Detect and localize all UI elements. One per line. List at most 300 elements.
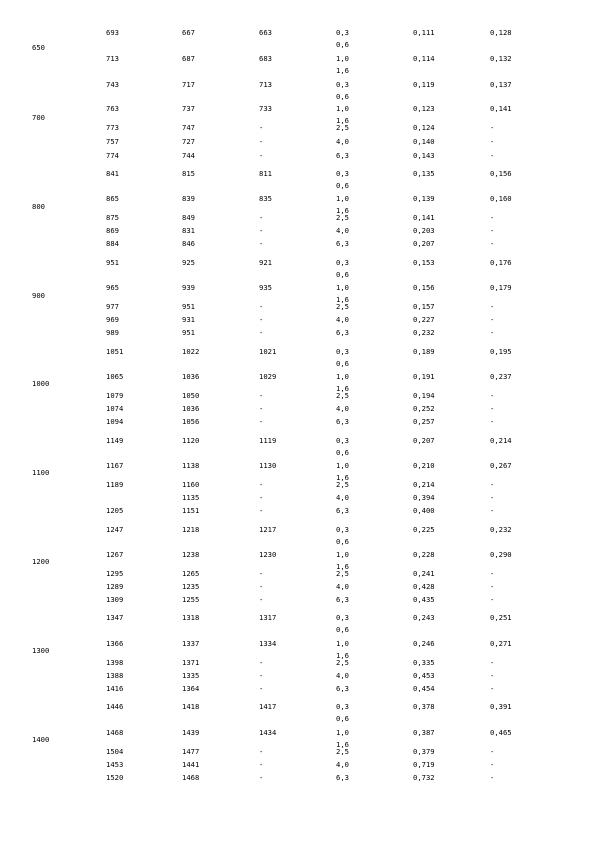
col-f: 0,128 [490, 28, 512, 37]
col-f: - [490, 391, 495, 400]
col-a: 1520 [106, 773, 124, 782]
col-a: 1167 [106, 461, 124, 470]
col-b: 1138 [182, 461, 200, 470]
col-b: 1364 [182, 684, 200, 693]
col-a: 773 [106, 123, 119, 132]
table-row [0, 570, 595, 583]
col-d-2: 1,6 [336, 295, 349, 304]
col-c: - [259, 747, 264, 756]
col-a: 1079 [106, 391, 124, 400]
col-a: 1074 [106, 404, 124, 413]
col-d-2: 0,6 [336, 270, 349, 279]
col-b: 667 [182, 28, 195, 37]
col-c: 1434 [259, 728, 277, 737]
col-d-2: 1,6 [336, 384, 349, 393]
col-a: 763 [106, 104, 119, 113]
col-a: 977 [106, 302, 119, 311]
col-c: - [259, 417, 264, 426]
table-row [0, 774, 595, 787]
col-b: 1050 [182, 391, 200, 400]
col-e: 0,111 [413, 28, 435, 37]
col-f: - [490, 417, 495, 426]
col-c: - [259, 684, 264, 693]
col-d: 1,0 [336, 550, 349, 559]
table-row [0, 80, 595, 101]
group-label: 800 [32, 202, 45, 211]
col-f: - [490, 123, 495, 132]
col-f: - [490, 569, 495, 578]
col-d-2: 1,6 [336, 651, 349, 660]
col-b: 1335 [182, 671, 200, 680]
col-a: 693 [106, 28, 119, 37]
col-b: 951 [182, 328, 195, 337]
col-d: 2,5 [336, 213, 349, 222]
col-a: 1347 [106, 613, 124, 622]
col-e: 0,207 [413, 436, 435, 445]
col-f: - [490, 747, 495, 756]
table-row [0, 258, 595, 279]
col-b: 1056 [182, 417, 200, 426]
col-c: - [259, 506, 264, 515]
col-f: 0,267 [490, 461, 512, 470]
col-f: - [490, 404, 495, 413]
col-d-2: 0,6 [336, 625, 349, 634]
col-b: 1439 [182, 728, 200, 737]
col-e: 0,335 [413, 658, 435, 667]
table-row [0, 481, 595, 494]
col-c: 1021 [259, 347, 277, 356]
col-b: 1238 [182, 550, 200, 559]
col-a: 1189 [106, 480, 124, 489]
col-d: 0,3 [336, 347, 349, 356]
table-row [0, 659, 595, 672]
col-c: 1130 [259, 461, 277, 470]
table-row [0, 550, 595, 571]
col-c: 1217 [259, 525, 277, 534]
col-e: 0,139 [413, 194, 435, 203]
table-row [0, 392, 595, 405]
col-c: 935 [259, 283, 272, 292]
col-f: 0,160 [490, 194, 512, 203]
col-e: 0,203 [413, 226, 435, 235]
col-b: 1468 [182, 773, 200, 782]
col-d: 0,3 [336, 525, 349, 534]
col-d: 6,3 [336, 506, 349, 515]
table-row [0, 507, 595, 520]
col-e: 0,246 [413, 639, 435, 648]
table-row [0, 525, 595, 546]
col-b: 744 [182, 151, 195, 160]
table-row [0, 303, 595, 316]
col-a: 1065 [106, 372, 124, 381]
col-e: 0,453 [413, 671, 435, 680]
col-f: - [490, 239, 495, 248]
col-a: 1398 [106, 658, 124, 667]
col-c: - [259, 582, 264, 591]
col-d: 4,0 [336, 226, 349, 235]
col-e: 0,241 [413, 569, 435, 578]
col-e: 0,194 [413, 391, 435, 400]
col-b: 939 [182, 283, 195, 292]
col-f: 0,237 [490, 372, 512, 381]
col-b: 1255 [182, 595, 200, 604]
col-f: - [490, 302, 495, 311]
col-b: 931 [182, 315, 195, 324]
col-c: - [259, 328, 264, 337]
col-b: 1265 [182, 569, 200, 578]
col-d: 6,3 [336, 328, 349, 337]
col-d: 4,0 [336, 315, 349, 324]
table-row [0, 283, 595, 304]
table-row [0, 347, 595, 368]
col-e: 0,140 [413, 137, 435, 146]
table-row [0, 461, 595, 482]
col-d: 6,3 [336, 773, 349, 782]
group-label: 1300 [32, 646, 50, 655]
col-a: 1267 [106, 550, 124, 559]
col-d: 2,5 [336, 123, 349, 132]
table-row [0, 124, 595, 137]
col-b: 1337 [182, 639, 200, 648]
col-b: 727 [182, 137, 195, 146]
col-c: - [259, 671, 264, 680]
table-row [0, 583, 595, 596]
col-d-2: 1,6 [336, 66, 349, 75]
col-d-2: 0,6 [336, 359, 349, 368]
col-d: 4,0 [336, 582, 349, 591]
col-e: 0,243 [413, 613, 435, 622]
col-f: 0,176 [490, 258, 512, 267]
table-row [0, 316, 595, 329]
col-f: - [490, 151, 495, 160]
col-d: 4,0 [336, 404, 349, 413]
col-d-2: 0,6 [336, 714, 349, 723]
col-c: 663 [259, 28, 272, 37]
col-b: 815 [182, 169, 195, 178]
col-d: 0,3 [336, 436, 349, 445]
col-d: 2,5 [336, 658, 349, 667]
col-d: 2,5 [336, 747, 349, 756]
table-row [0, 748, 595, 761]
col-d: 1,0 [336, 728, 349, 737]
col-f: - [490, 480, 495, 489]
col-b: 925 [182, 258, 195, 267]
col-c: - [259, 480, 264, 489]
col-f: 0,132 [490, 54, 512, 63]
col-d-2: 0,6 [336, 448, 349, 457]
col-d-2: 0,6 [336, 181, 349, 190]
col-c: 1417 [259, 702, 277, 711]
col-a: 743 [106, 80, 119, 89]
col-b: 849 [182, 213, 195, 222]
col-d-2: 0,6 [336, 92, 349, 101]
table-row [0, 702, 595, 723]
col-f: - [490, 137, 495, 146]
col-d: 0,3 [336, 702, 349, 711]
col-c: 1029 [259, 372, 277, 381]
col-b: 1418 [182, 702, 200, 711]
col-b: 831 [182, 226, 195, 235]
col-d: 6,3 [336, 684, 349, 693]
table-row [0, 728, 595, 749]
group-label: 1400 [32, 735, 50, 744]
col-d: 2,5 [336, 480, 349, 489]
table-row [0, 494, 595, 507]
group-label: 700 [32, 113, 45, 122]
col-f: - [490, 760, 495, 769]
group-label: 1200 [32, 557, 50, 566]
col-d: 1,0 [336, 283, 349, 292]
col-c: 733 [259, 104, 272, 113]
col-c: - [259, 595, 264, 604]
col-e: 0,387 [413, 728, 435, 737]
col-f: - [490, 493, 495, 502]
col-f: - [490, 213, 495, 222]
col-f: - [490, 658, 495, 667]
col-c: 1334 [259, 639, 277, 648]
col-f: 0,179 [490, 283, 512, 292]
col-e: 0,114 [413, 54, 435, 63]
col-a: 1289 [106, 582, 124, 591]
col-e: 0,252 [413, 404, 435, 413]
col-a: 1388 [106, 671, 124, 680]
col-c: 1317 [259, 613, 277, 622]
col-f: - [490, 684, 495, 693]
col-e: 0,378 [413, 702, 435, 711]
col-b: 687 [182, 54, 195, 63]
table-row [0, 436, 595, 457]
col-b: 1235 [182, 582, 200, 591]
group-label: 900 [32, 291, 45, 300]
col-f: 0,290 [490, 550, 512, 559]
col-d: 1,0 [336, 372, 349, 381]
col-c: - [259, 773, 264, 782]
col-e: 0,153 [413, 258, 435, 267]
col-e: 0,123 [413, 104, 435, 113]
table-row [0, 613, 595, 634]
col-d: 4,0 [336, 137, 349, 146]
col-d: 1,0 [336, 54, 349, 63]
col-e: 0,732 [413, 773, 435, 782]
col-a: 965 [106, 283, 119, 292]
table-row [0, 418, 595, 431]
col-d-2: 0,6 [336, 40, 349, 49]
col-d: 6,3 [336, 417, 349, 426]
col-a: 1468 [106, 728, 124, 737]
col-d-2: 1,6 [336, 562, 349, 571]
col-d: 6,3 [336, 595, 349, 604]
col-a: 989 [106, 328, 119, 337]
col-a: 951 [106, 258, 119, 267]
col-f: - [490, 328, 495, 337]
col-a: 869 [106, 226, 119, 235]
col-f: 0,251 [490, 613, 512, 622]
col-c: 811 [259, 169, 272, 178]
col-a: 1309 [106, 595, 124, 604]
col-d-2: 1,6 [336, 740, 349, 749]
col-e: 0,394 [413, 493, 435, 502]
col-b: 1120 [182, 436, 200, 445]
col-b: 747 [182, 123, 195, 132]
col-c: - [259, 302, 264, 311]
group-label: 650 [32, 43, 45, 52]
col-b: 1160 [182, 480, 200, 489]
col-b: 717 [182, 80, 195, 89]
col-c: - [259, 658, 264, 667]
col-e: 0,225 [413, 525, 435, 534]
col-a: 875 [106, 213, 119, 222]
table-row [0, 169, 595, 190]
col-f: - [490, 582, 495, 591]
col-c: 835 [259, 194, 272, 203]
col-d: 1,0 [336, 461, 349, 470]
col-b: 1022 [182, 347, 200, 356]
table-row [0, 672, 595, 685]
col-d: 6,3 [336, 239, 349, 248]
table-row [0, 761, 595, 774]
col-f: - [490, 315, 495, 324]
col-b: 1036 [182, 372, 200, 381]
col-a: 713 [106, 54, 119, 63]
col-d: 4,0 [336, 671, 349, 680]
col-d: 2,5 [336, 302, 349, 311]
col-e: 0,119 [413, 80, 435, 89]
col-f: 0,214 [490, 436, 512, 445]
table-row [0, 372, 595, 393]
table-row [0, 329, 595, 342]
col-d: 1,0 [336, 104, 349, 113]
group-label: 1000 [32, 379, 50, 388]
col-a: 1366 [106, 639, 124, 648]
col-c: - [259, 760, 264, 769]
col-b: 839 [182, 194, 195, 203]
col-a: 865 [106, 194, 119, 203]
col-b: 1477 [182, 747, 200, 756]
table-row [0, 639, 595, 660]
col-a: 1446 [106, 702, 124, 711]
col-d: 0,3 [336, 80, 349, 89]
table-row [0, 596, 595, 609]
col-c: - [259, 404, 264, 413]
col-c: 1230 [259, 550, 277, 559]
col-e: 0,207 [413, 239, 435, 248]
col-d: 2,5 [336, 569, 349, 578]
col-f: 0,141 [490, 104, 512, 113]
table-row [0, 405, 595, 418]
col-e: 0,210 [413, 461, 435, 470]
col-b: 951 [182, 302, 195, 311]
col-e: 0,143 [413, 151, 435, 160]
table-row [0, 152, 595, 165]
col-e: 0,191 [413, 372, 435, 381]
table-row [0, 214, 595, 227]
col-d-2: 1,6 [336, 206, 349, 215]
col-d: 4,0 [336, 493, 349, 502]
table-row [0, 227, 595, 240]
col-e: 0,379 [413, 747, 435, 756]
col-d: 0,3 [336, 28, 349, 37]
col-b: 846 [182, 239, 195, 248]
col-a: 1416 [106, 684, 124, 693]
col-c: - [259, 137, 264, 146]
col-a: 884 [106, 239, 119, 248]
col-e: 0,257 [413, 417, 435, 426]
col-e: 0,719 [413, 760, 435, 769]
col-f: - [490, 773, 495, 782]
col-f: - [490, 506, 495, 515]
col-c: - [259, 315, 264, 324]
col-e: 0,189 [413, 347, 435, 356]
col-c: - [259, 569, 264, 578]
col-d: 1,0 [336, 639, 349, 648]
col-d: 0,3 [336, 169, 349, 178]
col-b: 1318 [182, 613, 200, 622]
col-a: 1149 [106, 436, 124, 445]
col-f: 0,465 [490, 728, 512, 737]
col-c: 1119 [259, 436, 277, 445]
col-e: 0,214 [413, 480, 435, 489]
col-a: 1051 [106, 347, 124, 356]
col-d: 1,0 [336, 194, 349, 203]
col-f: - [490, 671, 495, 680]
col-e: 0,428 [413, 582, 435, 591]
col-d: 6,3 [336, 151, 349, 160]
col-d: 4,0 [336, 760, 349, 769]
col-e: 0,156 [413, 283, 435, 292]
col-b: 1151 [182, 506, 200, 515]
col-b: 1135 [182, 493, 200, 502]
group-label: 1100 [32, 468, 50, 477]
col-e: 0,124 [413, 123, 435, 132]
table-row [0, 685, 595, 698]
col-f: 0,195 [490, 347, 512, 356]
col-f: - [490, 595, 495, 604]
col-a: 1295 [106, 569, 124, 578]
table-row [0, 194, 595, 215]
col-b: 1036 [182, 404, 200, 413]
col-f: 0,271 [490, 639, 512, 648]
table-row [0, 138, 595, 151]
col-d-2: 1,6 [336, 473, 349, 482]
col-c: - [259, 151, 264, 160]
col-e: 0,232 [413, 328, 435, 337]
col-f: 0,232 [490, 525, 512, 534]
col-a: 1094 [106, 417, 124, 426]
col-c: 921 [259, 258, 272, 267]
col-b: 1441 [182, 760, 200, 769]
col-c: 683 [259, 54, 272, 63]
col-b: 737 [182, 104, 195, 113]
col-c: - [259, 391, 264, 400]
col-f: - [490, 226, 495, 235]
col-a: 1205 [106, 506, 124, 515]
col-d: 0,3 [336, 613, 349, 622]
col-f: 0,391 [490, 702, 512, 711]
col-c: - [259, 123, 264, 132]
col-a: 969 [106, 315, 119, 324]
col-a: 774 [106, 151, 119, 160]
col-d-2: 1,6 [336, 116, 349, 125]
col-a: 1453 [106, 760, 124, 769]
col-a: 1247 [106, 525, 124, 534]
col-b: 1371 [182, 658, 200, 667]
col-e: 0,135 [413, 169, 435, 178]
col-c: - [259, 213, 264, 222]
col-b: 1218 [182, 525, 200, 534]
col-e: 0,454 [413, 684, 435, 693]
col-f: 0,156 [490, 169, 512, 178]
col-e: 0,228 [413, 550, 435, 559]
